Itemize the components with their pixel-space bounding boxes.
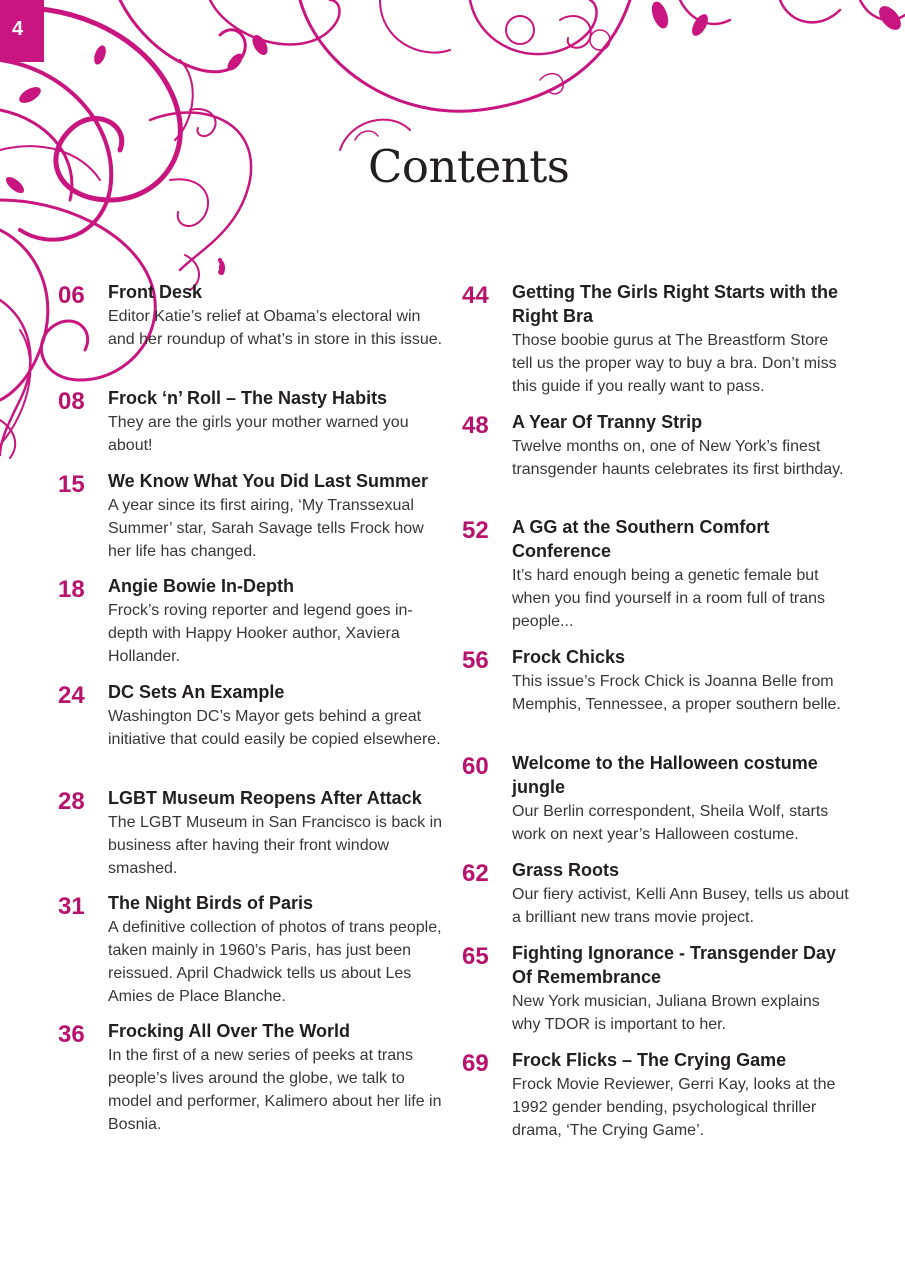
toc-entry-description: Editor Katie’s relief at Obama’s electoral win and her roundup of what’s in store in this issue.: [108, 308, 443, 348]
toc-entry-title: We Know What You Did Last Summer: [108, 471, 429, 491]
toc-entry-title: Fighting Ignorance - Transgender Day Of Remembrance: [512, 943, 837, 987]
page-number-badge: [0, 0, 44, 62]
toc-entry-description: A year since its first airing, ‘My Transsexual Summer’ star, Sarah Savage tells Frock how her life has changed.: [108, 497, 424, 560]
toc-entry-title: Grass Roots: [512, 860, 620, 880]
toc-page-number: 31: [58, 893, 85, 920]
toc-entry-description: Twelve months on, one of New York’s finest transgender haunts celebrates its first birthday.: [512, 438, 844, 478]
toc-entry-title: Welcome to the Halloween costume jungle: [512, 753, 818, 797]
toc-page-number: 28: [58, 788, 85, 815]
toc-entry-description: New York musician, Juliana Brown explains why TDOR is important to her.: [512, 993, 820, 1033]
toc-entry-title: Frock Chicks: [512, 647, 626, 667]
toc-page-number: 44: [462, 282, 489, 309]
toc-entry-description: Our Berlin correspondent, Sheila Wolf, starts work on next year’s Halloween costume.: [512, 803, 829, 843]
toc-page-number: 08: [58, 388, 85, 415]
page-number: 4: [12, 18, 24, 40]
toc-entry-title: The Night Birds of Paris: [108, 893, 314, 913]
toc-page-number: 56: [462, 647, 489, 674]
toc-page-number: 24: [58, 682, 85, 709]
toc-entry-description: Washington DC’s Mayor gets behind a great initiative that could easily be copied elsewhere.: [108, 708, 441, 748]
toc-entry-description: They are the girls your mother warned you about!: [108, 414, 409, 454]
toc-page-number: 48: [462, 412, 489, 439]
toc-entry-description: It’s hard enough being a genetic female but when you find yourself in a room full of trans people...: [512, 567, 826, 630]
toc-entry-title: LGBT Museum Reopens After Attack: [108, 788, 422, 808]
toc-page-number: 18: [58, 576, 85, 603]
toc-entry-title: Frock Flicks – The Crying Game: [512, 1050, 787, 1070]
toc-entry-description: Frock’s roving reporter and legend goes in-depth with Happy Hooker author, Xaviera Hollander.: [108, 602, 413, 665]
toc-page-number: 06: [58, 282, 85, 309]
toc-entry-title: Frock ‘n’ Roll – The Nasty Habits: [108, 388, 388, 408]
toc-page-number: 62: [462, 860, 489, 887]
toc-entry-title: DC Sets An Example: [108, 682, 285, 702]
toc-page-number: 65: [462, 943, 489, 970]
toc-page-number: 15: [58, 471, 85, 498]
toc-page-number: 36: [58, 1021, 85, 1048]
toc-entry-description: The LGBT Museum in San Francisco is back in business after having their front window smashed.: [108, 814, 443, 877]
toc-entry-title: A GG at the Southern Comfort Conference: [512, 517, 770, 561]
toc-entry-description: Those boobie gurus at The Breastform Store tell us the proper way to buy a bra. Don’t miss this guide if you really want to pass.: [512, 332, 837, 395]
toc-entry-description: Frock Movie Reviewer, Gerri Kay, looks at the 1992 gender bending, psychological thriller drama, ‘The Crying Game’.: [512, 1076, 836, 1139]
page-title: Contents: [368, 140, 570, 193]
toc-entry-title: A Year Of Tranny Strip: [512, 412, 703, 432]
toc-entry-description: A definitive collection of photos of trans people, taken mainly in 1960’s Paris, has just been reissued. April Chadwick tells us about Les Amies de Place Blanche.: [108, 919, 442, 1005]
toc-entry-title: Getting The Girls Right Starts with the Right Bra: [512, 282, 839, 326]
toc-entry-title: Angie Bowie In-Depth: [108, 576, 294, 596]
toc-page-number: 69: [462, 1050, 489, 1077]
toc-entry-title: Front Desk: [108, 282, 203, 302]
toc-page-number: 60: [462, 753, 489, 780]
toc-page-number: 52: [462, 517, 489, 544]
toc-entry-description: This issue’s Frock Chick is Joanna Belle from Memphis, Tennessee, a proper southern belle.: [512, 673, 841, 713]
toc-entry-description: In the first of a new series of peeks at trans people’s lives around the globe, we talk to model and performer, Kalimero about her life in Bosnia.: [108, 1047, 442, 1133]
toc-entry-description: Our fiery activist, Kelli Ann Busey, tells us about a brilliant new trans movie project.: [512, 886, 849, 926]
toc-entry-title: Frocking All Over The World: [108, 1021, 351, 1041]
